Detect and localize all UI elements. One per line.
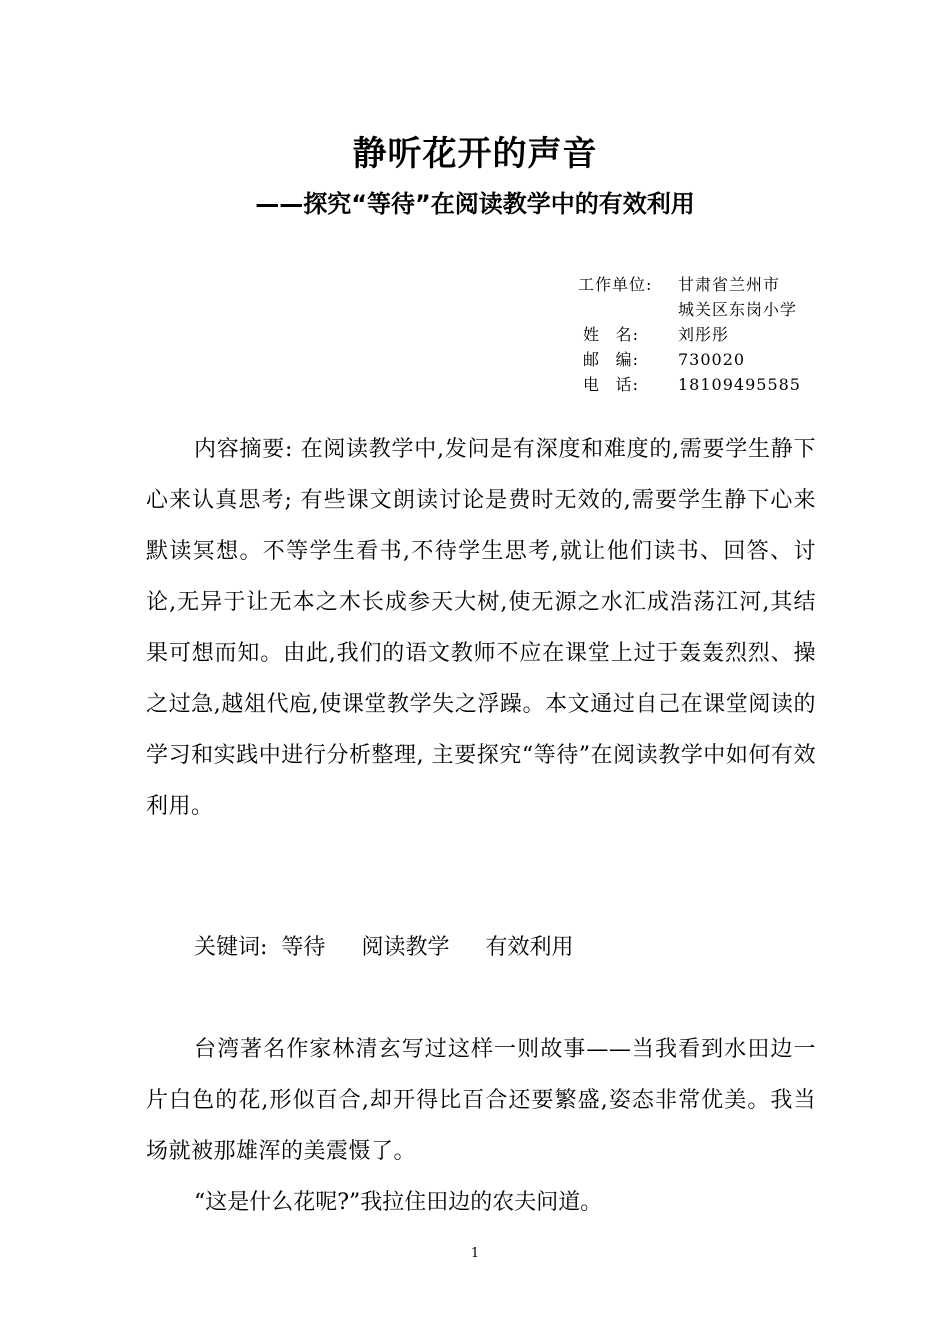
keyword-item: 等待 [281, 935, 326, 960]
work-unit-value-line2: 城关区东岗小学 [678, 300, 798, 319]
phone-label: 电 话: [583, 375, 639, 394]
name-value: 刘彤彤 [678, 325, 730, 344]
postcode-row [578, 347, 801, 372]
phone-value: 18109495585 [678, 375, 801, 394]
name-label: 姓 名: [583, 325, 639, 344]
document-title: 静听花开的声音 [352, 134, 598, 174]
work-unit-label: 工作单位: [578, 275, 653, 294]
keyword-item: 有效利用 [485, 935, 574, 960]
name-row [578, 322, 801, 347]
keyword-item: 阅读教学 [361, 935, 450, 960]
author-info [578, 272, 801, 397]
phone-row [578, 372, 801, 397]
abstract-paragraph: 内容摘要: 在阅读教学中,发问是有深度和难度的,需要学生静下心来认真思考; 有些课文朗读讨论是费时无效的,需要学生静下心来默读冥想。不等学生看书,不待学生思考,就让他们读书、回答、讨论,无异于让无本之木长成参天大树,使无源之水汇成浩荡江河,其结果可想而知。由此,我们的语文教师不应在课堂上过于轰轰烈烈、操之过急,越俎代庖,使课堂教学失之浮躁。本文通过自己在课堂阅读的学习和实践中进行分析整理, 主要探究“等待”在阅读教学中如何有效利用。 [146, 437, 816, 819]
postcode-value: 730020 [678, 350, 746, 369]
postcode-label: 邮 编: [583, 350, 639, 369]
page-number: 1 [470, 1246, 480, 1261]
keywords-line [194, 922, 609, 973]
keywords-label: 关键词: [194, 935, 268, 960]
work-unit-value: 甘肃省兰州市 [678, 275, 781, 294]
document-subtitle: ——探究“等待”在阅读教学中的有效利用 [255, 190, 695, 218]
work-unit-row [578, 272, 801, 297]
body-paragraph: 台湾著名作家林清玄写过这样一则故事——当我看到水田边一片白色的花,形似百合,却开得比百合还要繁盛,姿态非常优美。我当场就被那雄浑的美震慑了。 [146, 1037, 816, 1164]
body-paragraph-dialogue: “这是什么花呢?”我拉住田边的农夫问道。 [194, 1190, 603, 1215]
